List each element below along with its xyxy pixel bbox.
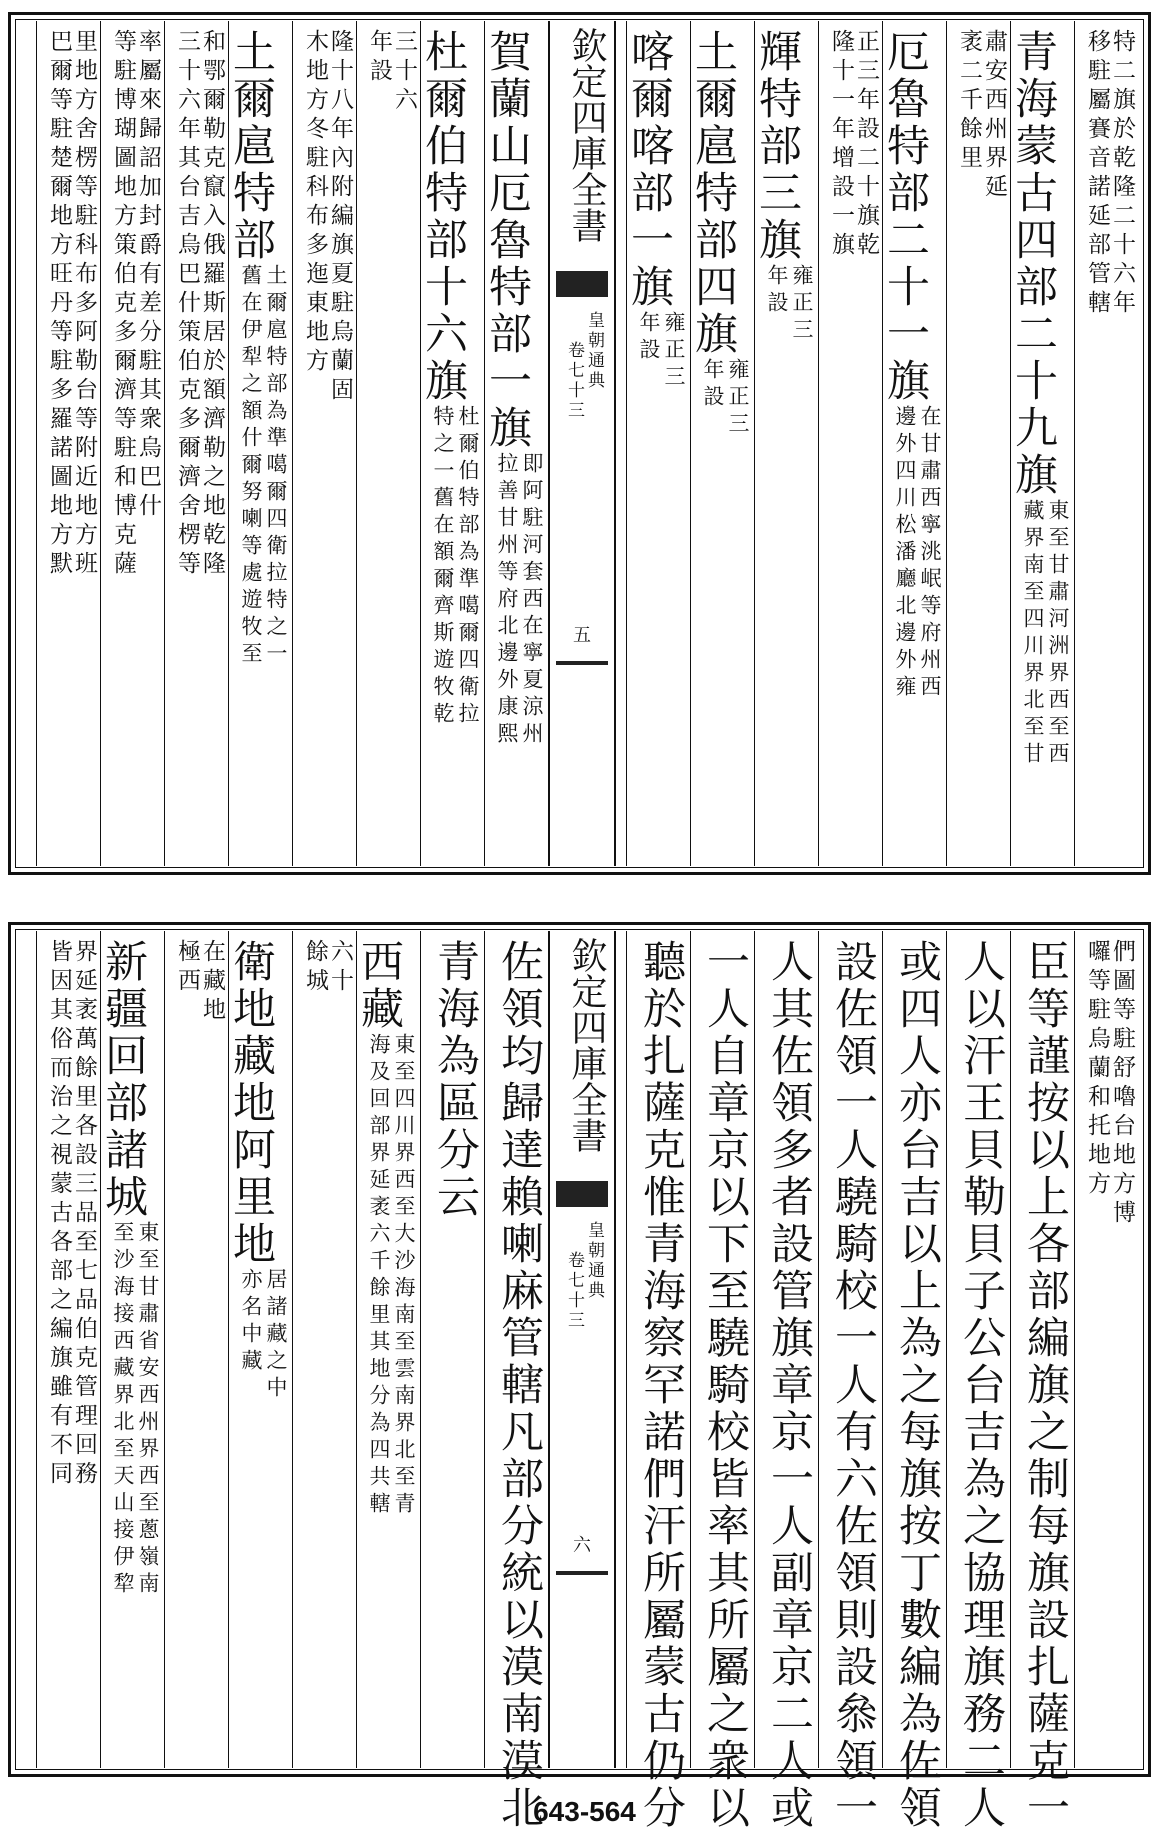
- text-column: [1078, 29, 1134, 858]
- small-text: 年設: [366, 29, 392, 87]
- annotation-line: 東至甘肅省安西州界西至蔥嶺南: [136, 1221, 160, 1599]
- annotation-line: 舊在伊犁之額什爾努喇等處遊牧至: [239, 264, 263, 669]
- text-column: [886, 939, 942, 1832]
- column-rule: [100, 21, 101, 866]
- text-column: [1078, 939, 1134, 1760]
- page-number: 643-564: [533, 1796, 636, 1827]
- small-text: 六十: [327, 939, 353, 997]
- center-spine: [548, 931, 616, 1768]
- text-column: [104, 29, 160, 858]
- column-rule: [1074, 931, 1075, 1768]
- small-text: 特二旗於乾隆二十六年: [1109, 29, 1135, 319]
- main-text: 賀蘭山厄魯特部一旗: [482, 29, 532, 452]
- text-column: [688, 29, 750, 858]
- main-text: 佐領均歸達賴喇麻管轄凡部分統以漠南漠北: [494, 939, 544, 1832]
- text-column: [694, 939, 750, 1832]
- top-page: [8, 12, 1151, 875]
- text-column: [950, 939, 1006, 1832]
- text-column: [424, 939, 480, 1760]
- small-text: 木地方冬駐科布多迤東地方: [302, 29, 328, 377]
- spine-title: 欽定四庫全書: [566, 937, 607, 1153]
- column-rule: [420, 931, 421, 1768]
- annotation-line: 杜爾伯特部為準噶爾四衛拉: [456, 405, 480, 729]
- small-text: 正三年設二十旗乾: [853, 29, 879, 261]
- text-column: [758, 939, 814, 1832]
- annotation-line: 拉善: [495, 452, 519, 506]
- small-text: 里地方舍楞等駐科布多阿勒台等附近地方班: [71, 29, 97, 580]
- main-text: 杜爾伯特部十六旗: [418, 29, 468, 405]
- annotation-line: 雍正三: [662, 311, 686, 392]
- text-column: [1008, 29, 1070, 858]
- annotation: [430, 405, 480, 729]
- annotation-line: 在甘肅西寧洮岷等府州西: [918, 405, 942, 702]
- spine-reference: 卷七十三: [564, 341, 584, 421]
- main-text: 衛地藏地阿里地: [226, 939, 276, 1268]
- annotation-line: 邊外四川松潘廳北邊外雍: [893, 405, 917, 702]
- column-rule: [946, 931, 947, 1768]
- annotation: [494, 452, 544, 506]
- center-spine: [548, 21, 616, 866]
- main-text: 一人自章京以下至驍騎校皆率其所屬之衆以: [700, 939, 750, 1832]
- column-rule: [164, 931, 165, 1768]
- annotation-line: 甘州等府北邊外康熙: [495, 506, 519, 749]
- small-text: 界延袤萬餘里各設三品至七品伯克管理回務: [71, 939, 97, 1490]
- annotation-line: 駐河套西在寧夏涼州: [520, 506, 544, 749]
- spine-reference: 皇朝通典: [584, 311, 604, 391]
- text-column: [482, 29, 544, 858]
- column-rule: [292, 21, 293, 866]
- annotation-line: 東至四川界西至大沙海南至雲南界北至青: [392, 1033, 416, 1519]
- column-rule: [1074, 21, 1075, 866]
- small-text: 袤二千餘里: [956, 29, 982, 174]
- column-rule: [356, 21, 357, 866]
- annotation: [700, 358, 750, 439]
- spine-reference: 皇朝通典: [584, 1221, 604, 1301]
- annotation-line: 年設: [765, 264, 789, 318]
- text-column: [354, 939, 416, 1760]
- main-text: 土爾扈特部: [226, 29, 276, 264]
- folio-number: 六: [573, 1535, 591, 1556]
- main-text: 人其佐領多者設管旗章京一人副章京二人或: [764, 939, 814, 1832]
- text-column: [624, 29, 686, 858]
- text-column: [40, 939, 96, 1760]
- annotation-line: 土爾扈特部為準噶爾四衛拉特之一: [264, 264, 288, 669]
- small-text: 隆十一年增設一旗: [828, 29, 854, 261]
- main-text: 臣等謹按以上各部編旗之制每旗設扎薩克一: [1020, 939, 1070, 1832]
- annotation-line: 雍正三: [790, 264, 814, 345]
- small-text: 巴爾等駐楚爾地方旺丹等駐多羅諾圖地方默: [46, 29, 72, 580]
- small-text: 隆十八年內附編旗夏駐烏蘭固: [327, 29, 353, 406]
- annotation-line: 年設: [701, 358, 725, 412]
- annotation-line: 亦名中藏: [239, 1268, 263, 1376]
- small-text: 移駐屬賽音諾延部管轄: [1084, 29, 1110, 319]
- annotation: [110, 1221, 160, 1599]
- small-text: 極西: [174, 939, 200, 997]
- annotation: [636, 311, 686, 392]
- small-text: 三十六: [391, 29, 417, 116]
- text-column: [752, 29, 814, 858]
- fish-tail-mark: [556, 271, 608, 297]
- small-text: 肅安西州界延: [981, 29, 1007, 203]
- text-column: [296, 939, 352, 1760]
- text-column: [168, 29, 224, 858]
- column-rule: [1010, 931, 1011, 1768]
- main-text: 人以汗王貝勒貝子公台吉為之協理旗務二人: [956, 939, 1006, 1832]
- column-rule: [818, 21, 819, 866]
- text-column: [630, 939, 686, 1832]
- column-rule: [690, 931, 691, 1768]
- annotation-line: 即阿: [520, 452, 544, 506]
- annotation-line: 海及回部界延袤六千餘里其地分為四共轄: [367, 1033, 391, 1519]
- column-rule: [946, 21, 947, 866]
- small-text: 囉等駐烏蘭和托地方: [1084, 939, 1110, 1200]
- annotation: [366, 1033, 416, 1519]
- text-column: [950, 29, 1006, 858]
- annotation-line: 藏界南至四川界北至甘: [1021, 499, 1045, 769]
- main-text: 西藏: [354, 939, 404, 1033]
- text-column: [1014, 939, 1070, 1832]
- annotation-line: 東至甘肅河洲界西至西: [1046, 499, 1070, 769]
- annotation-line: 年設: [637, 311, 661, 365]
- column-rule: [626, 931, 627, 1768]
- annotation-line: 特之一舊在額爾齊斯遊牧乾: [431, 405, 455, 729]
- column-rule: [882, 931, 883, 1768]
- column-rule: [484, 931, 485, 1768]
- column-rule: [292, 931, 293, 1768]
- small-text: 餘城: [302, 939, 328, 997]
- annotation: [892, 405, 942, 702]
- column-rule: [36, 21, 37, 866]
- spine-reference: 卷七十三: [564, 1251, 584, 1331]
- annotation: [1020, 499, 1070, 769]
- text-column: [880, 29, 942, 858]
- text-column: [360, 29, 416, 858]
- small-text: 三十六年其台吉烏巴什策伯克多爾濟舍楞等: [174, 29, 200, 580]
- text-column: [418, 29, 480, 858]
- annotation: [238, 264, 288, 669]
- text-column: [226, 939, 288, 1760]
- main-text: 青海為區分云: [430, 939, 480, 1221]
- main-text: 新疆回部諸城: [98, 939, 148, 1221]
- column-rule: [36, 931, 37, 1768]
- main-text: 設佐領一人驍騎校一人有六佐領則設叅領一: [828, 939, 878, 1832]
- small-text: 率屬來歸詔加封爵有差分駐其衆烏巴什: [135, 29, 161, 522]
- main-text: 喀爾喀部一旗: [624, 29, 674, 311]
- main-text: 輝特部三旗: [752, 29, 802, 264]
- annotation-line: 居諸藏之中: [264, 1268, 288, 1403]
- main-text: 土爾扈特部四旗: [688, 29, 738, 358]
- column-rule: [818, 931, 819, 1768]
- small-text: 在藏地: [199, 939, 225, 1026]
- spine-rule: [556, 661, 608, 665]
- main-text: 厄魯特部二十一旗: [880, 29, 930, 405]
- main-text: 或四人亦台吉以上為之每旗按丁數編為佐領: [892, 939, 942, 1832]
- annotation: [238, 1268, 288, 1403]
- text-column: [226, 29, 288, 858]
- fish-tail-mark: [556, 1181, 608, 1207]
- annotation: [494, 506, 544, 749]
- text-column: [296, 29, 352, 858]
- spine-title: 欽定四庫全書: [566, 27, 607, 243]
- spine-rule: [556, 1571, 608, 1575]
- text-column: [488, 939, 544, 1832]
- text-column: [822, 29, 878, 858]
- text-column: [40, 29, 96, 858]
- text-column: [168, 939, 224, 1760]
- text-column: [822, 939, 878, 1832]
- annotation: [764, 264, 814, 345]
- folio-number: 五: [573, 625, 591, 646]
- main-text: 聽於扎薩克惟青海察罕諾們汗所屬蒙古仍分: [636, 939, 686, 1832]
- small-text: 們圖等駐舒嚕台地方博: [1109, 939, 1135, 1229]
- annotation-line: 至沙海接西藏界北至天山接伊犂: [111, 1221, 135, 1599]
- main-text: 青海蒙古四部二十九旗: [1008, 29, 1058, 499]
- column-rule: [754, 931, 755, 1768]
- column-rule: [164, 21, 165, 866]
- small-text: 皆因其俗而治之視蒙古各部之編旗雖有不同: [46, 939, 72, 1490]
- small-text: 等駐博瑚圖地方策伯克多爾濟等駐和博克薩: [110, 29, 136, 580]
- text-column: [98, 939, 160, 1760]
- annotation-line: 雍正三: [726, 358, 750, 439]
- small-text: 和鄂爾勒克竄入俄羅斯居於額濟勒之地乾隆: [199, 29, 225, 580]
